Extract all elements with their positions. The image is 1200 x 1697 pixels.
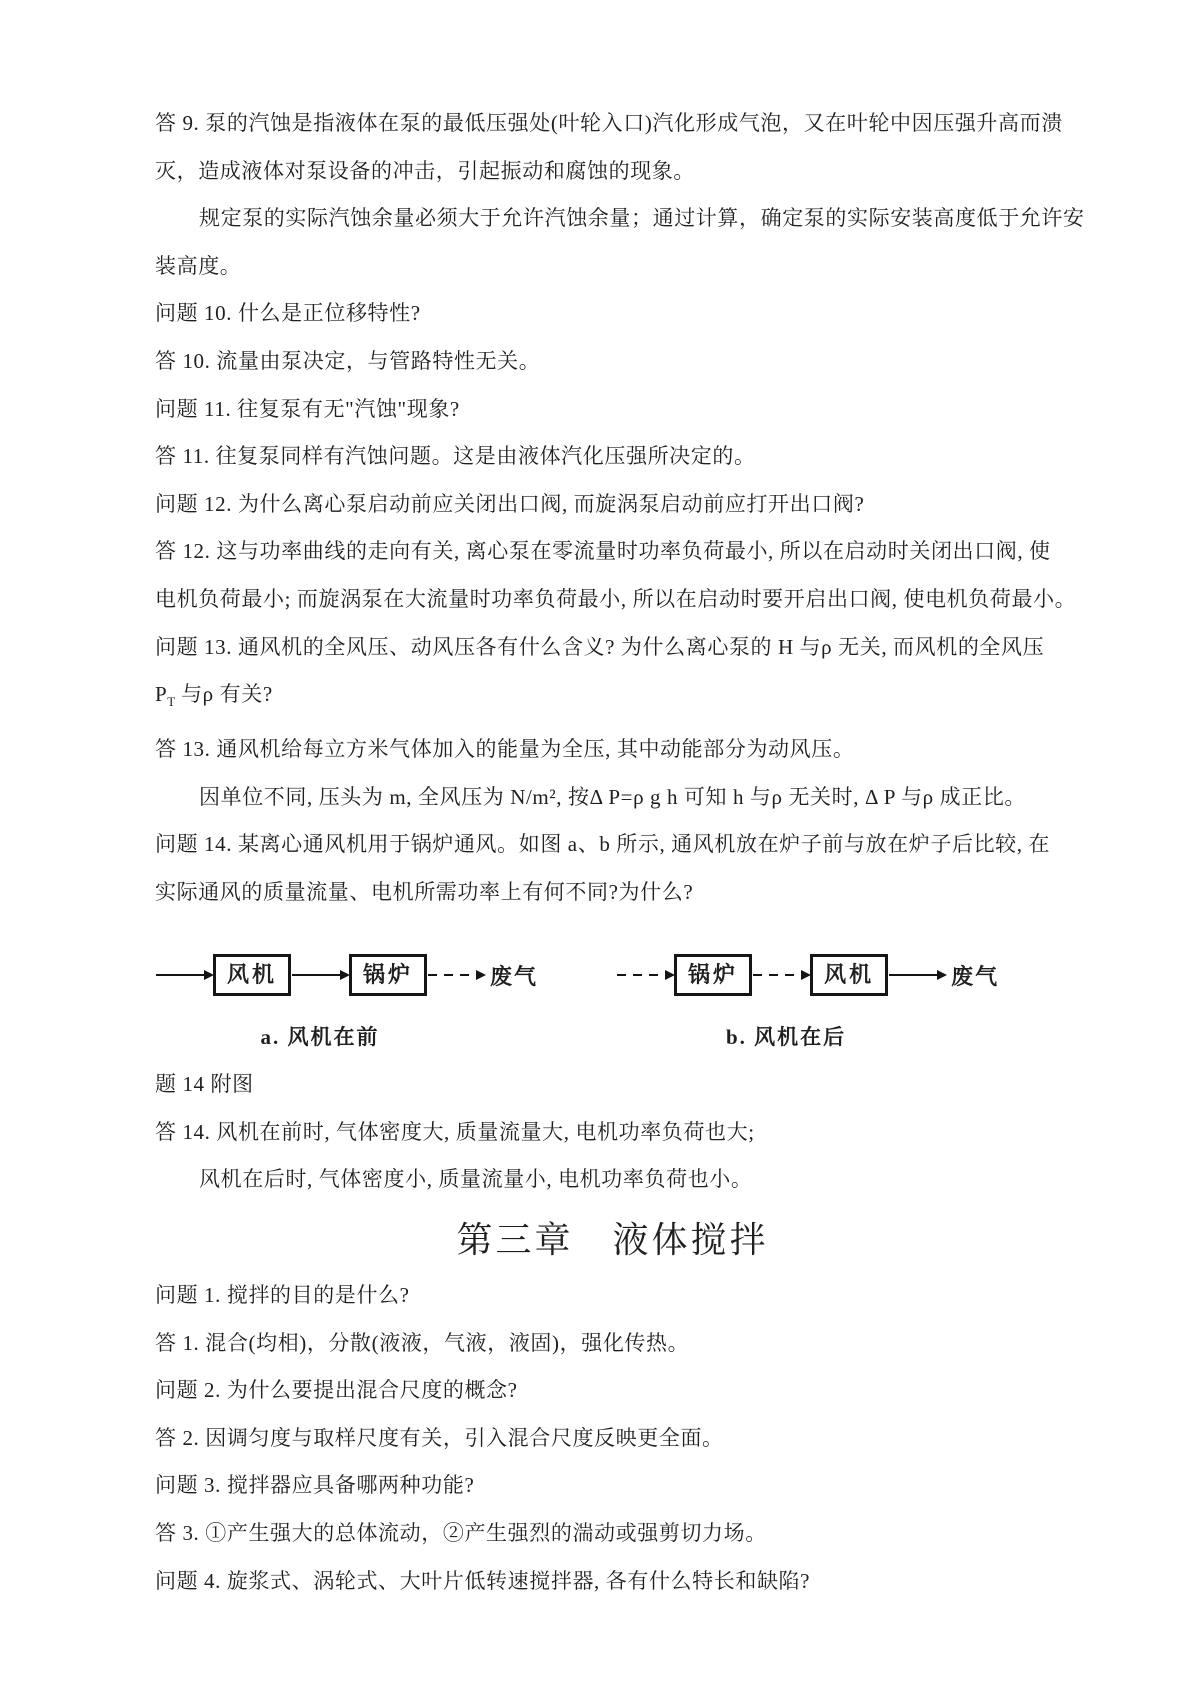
figure-14 xyxy=(155,942,1070,1051)
dashed-outlet-arrow-icon xyxy=(428,974,484,976)
pt-symbol: P xyxy=(155,682,168,707)
question-4: 问题 4. 旋浆式、涡轮式、大叶片低转速搅拌器, 各有什么特长和缺陷? xyxy=(155,1568,811,1593)
question-1: 问题 1. 搅拌的目的是什么? xyxy=(155,1283,410,1308)
flow-arrow-icon xyxy=(292,974,348,976)
question-13-line-2 xyxy=(155,671,1070,726)
answer-9-line-2: 灭，造成液体对泵设备的冲击，引起振动和腐蚀的现象。 xyxy=(155,158,695,183)
answer-13-line-2: 因单位不同, 压头为 m, 全风压为 N/m², 按Δ P=ρ g h 可知 h 与ρ 无关时, Δ P 与ρ 成正比。 xyxy=(199,784,1027,809)
answer-1: 答 1. 混合(均相)，分散(液液，气液，液固)，强化传热。 xyxy=(155,1330,690,1355)
answer-2: 答 2. 因调匀度与取样尺度有关，引入混合尺度反映更全面。 xyxy=(155,1425,724,1450)
answer-13-line-1: 答 13. 通风机给每立方米气体加入的能量为全压, 其中动能部分为动风压。 xyxy=(155,736,855,761)
boiler-box: 锅炉 xyxy=(674,954,752,996)
flow-diagrams xyxy=(155,942,1070,1051)
fan-box: 风机 xyxy=(810,954,888,996)
pt-rest-text: 与ρ 有关? xyxy=(175,682,273,707)
question-3: 问题 3. 搅拌器应具备哪两种功能? xyxy=(155,1473,475,1498)
figure-14-label: 题 14 附图 xyxy=(155,1072,254,1097)
diagram-a-flow xyxy=(155,942,538,1008)
outlet-arrow-icon xyxy=(889,974,945,976)
answer-10: 答 10. 流量由泵决定，与管路特性无关。 xyxy=(155,348,541,373)
answer-12-line-2: 电机负荷最小; 而旋涡泵在大流量时功率负荷最小, 所以在启动时要开启出口阀, 使电机负荷最小。 xyxy=(155,586,1077,611)
answer-9-line-3: 规定泵的实际汽蚀余量必须大于允许汽蚀余量；通过计算，确定泵的实际安装高度低于允许安 xyxy=(199,206,1085,231)
boiler-box: 锅炉 xyxy=(349,954,427,996)
question-14-line-2: 实际通风的质量流量、电机所需功率上有何不同?为什么? xyxy=(155,879,694,904)
fan-box: 风机 xyxy=(213,954,291,996)
question-12: 问题 12. 为什么离心泵启动前应关闭出口阀, 而旋涡泵启动前应打开出口阀? xyxy=(155,491,865,516)
chapter-3-title: 第三章 液体搅拌 xyxy=(456,1220,769,1261)
question-11: 问题 11. 往复泵有无"汽蚀"现象? xyxy=(155,396,460,421)
waste-gas-label: 废气 xyxy=(951,963,1000,989)
answer-14-line-1: 答 14. 风机在前时, 气体密度大, 质量流量大, 电机功率负荷也大; xyxy=(155,1119,755,1144)
diagram-b-caption: b. 风机在后 xyxy=(725,1025,847,1050)
answer-3: 答 3. ①产生强大的总体流动，②产生强烈的湍动或强剪切力场。 xyxy=(155,1521,767,1546)
answer-9-line-1: 答 9. 泵的汽蚀是指液体在泵的最低压强处(叶轮入口)汽化形成气泡，又在叶轮中因压强升高而溃 xyxy=(155,111,1063,135)
pt-subscript: T xyxy=(167,694,176,710)
diagram-b-flow xyxy=(616,942,999,1008)
dashed-flow-arrow-icon xyxy=(753,974,809,976)
diagram-b-fan-last xyxy=(616,942,999,1051)
diagram-a-caption: a. 风机在前 xyxy=(260,1025,380,1050)
answer-12-line-1: 答 12. 这与功率曲线的走向有关, 离心泵在零流量时功率负荷最小, 所以在启动时关闭出口阀, 使 xyxy=(155,539,1051,564)
question-10: 问题 10. 什么是正位移特性? xyxy=(155,301,421,326)
answer-9-line-4: 装高度。 xyxy=(155,253,242,278)
waste-gas-label: 废气 xyxy=(490,963,539,989)
answer-11: 答 11. 往复泵同样有汽蚀问题。这是由液体汽化压强所决定的。 xyxy=(155,444,756,469)
question-13-line-1: 问题 13. 通风机的全风压、动风压各有什么含义? 为什么离心泵的 H 与ρ 无关, 而风机的全风压 xyxy=(155,634,1045,659)
answer-14-line-2: 风机在后时, 气体密度小, 质量流量小, 电机功率负荷也小。 xyxy=(199,1167,753,1192)
inlet-arrow-icon xyxy=(156,974,212,976)
diagram-a-fan-first xyxy=(155,942,538,1051)
question-2: 问题 2. 为什么要提出混合尺度的概念? xyxy=(155,1378,518,1403)
dashed-inlet-arrow-icon xyxy=(617,974,673,976)
question-14-line-1: 问题 14. 某离心通风机用于锅炉通风。如图 a、b 所示, 通风机放在炉子前与放在炉子后比较, 在 xyxy=(155,832,1051,857)
